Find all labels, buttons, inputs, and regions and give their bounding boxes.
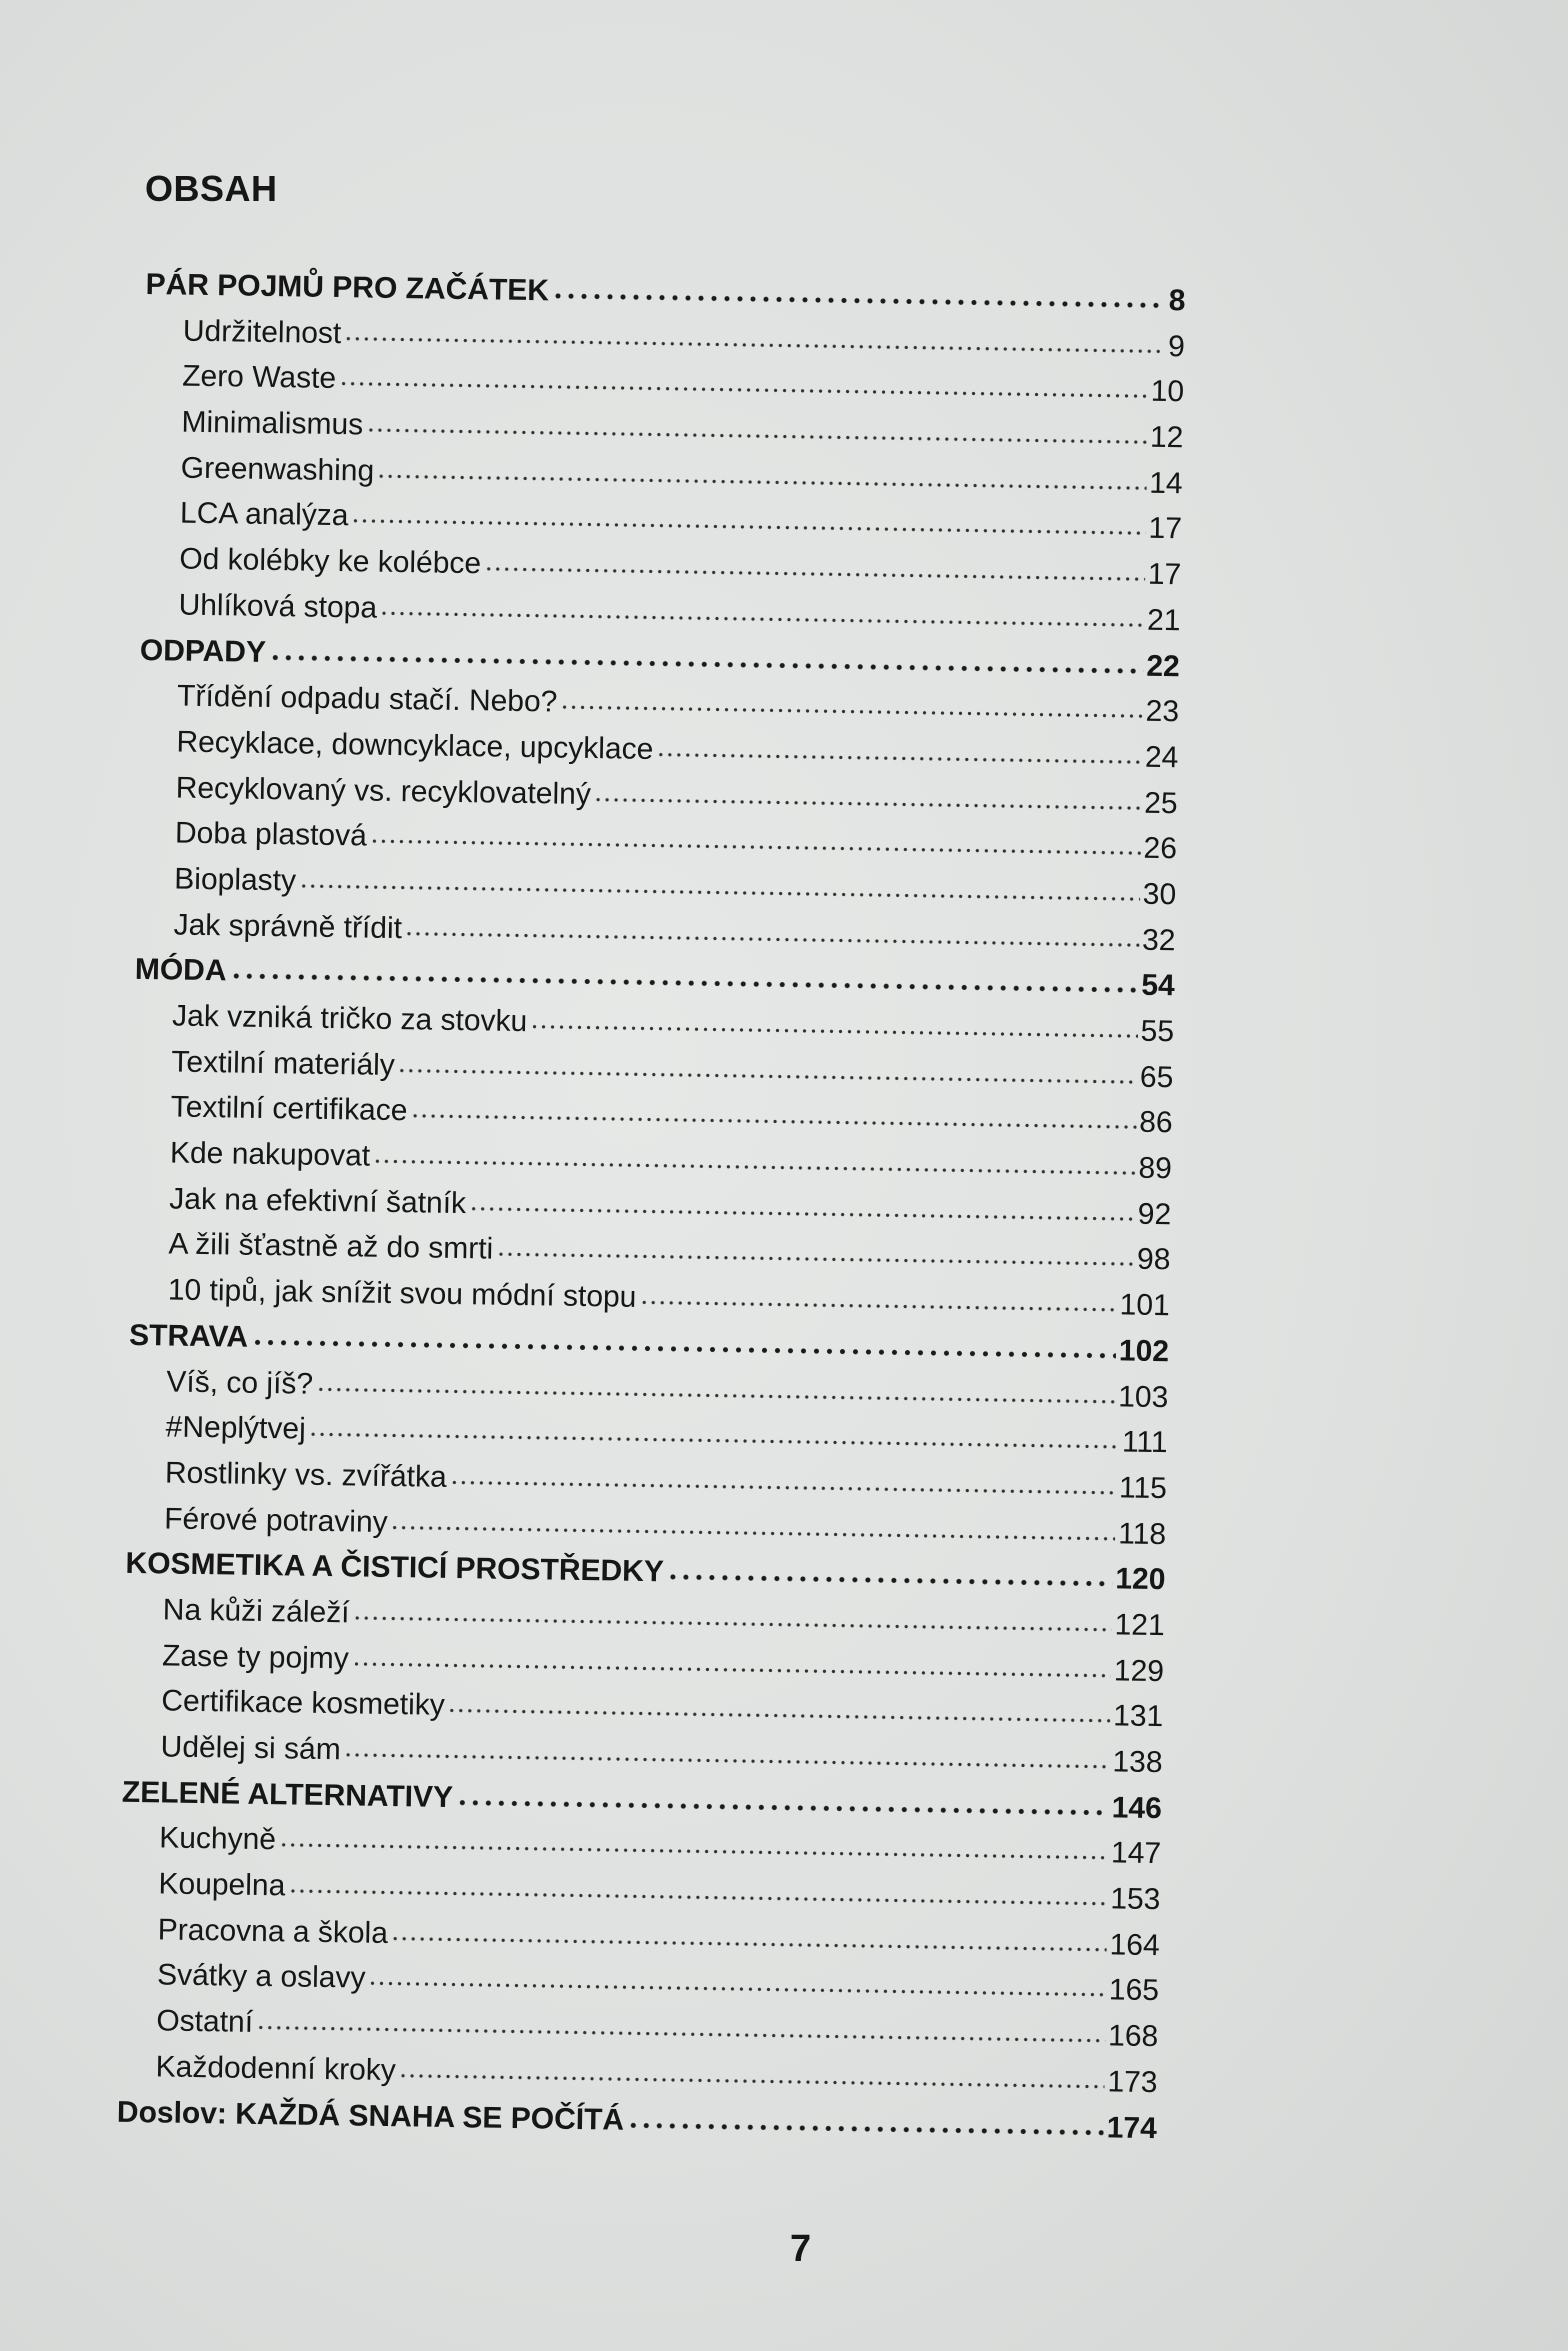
toc-entry-title: Férové potraviny	[164, 1502, 388, 1539]
dot-leader	[398, 1061, 1137, 1087]
dot-leader	[251, 1333, 1116, 1361]
toc-entry-page: 86	[1138, 1106, 1173, 1140]
dot-leader	[344, 329, 1162, 356]
toc-entry-page: 24	[1144, 740, 1179, 775]
dot-leader	[316, 1379, 1115, 1406]
toc-entry-title: Doslov: KAŽDÁ SNAHA SE POČÍTÁ	[116, 2095, 625, 2137]
toc-entry-title: Pracovna a škola	[157, 1913, 389, 1950]
dot-leader	[352, 1608, 1111, 1634]
toc-entry-title: Uhlíková stopa	[178, 588, 378, 625]
dot-leader	[279, 1836, 1108, 1863]
toc-entry-title: Na kůži záleží	[162, 1593, 350, 1630]
page-title: OBSAH	[145, 168, 278, 209]
dot-leader	[288, 1881, 1107, 1908]
dot-leader	[380, 604, 1144, 630]
toc-entry-title: Doba plastová	[174, 816, 368, 853]
toc-entry-title: Třídění odpadu stačí. Nebo?	[176, 679, 558, 719]
toc-entry-page: 32	[1141, 923, 1176, 957]
dot-leader	[344, 1745, 1110, 1771]
toc-entry-title: Rostlinky vs. zvířátka	[164, 1456, 447, 1494]
toc-entry-page: 17	[1148, 512, 1183, 546]
page-number: 7	[790, 2228, 812, 2270]
toc-entry-page: 165	[1108, 1973, 1160, 2008]
dot-leader	[339, 374, 1148, 401]
dot-leader	[656, 745, 1142, 767]
dot-leader	[373, 1152, 1136, 1178]
toc-entry-page: 138	[1112, 1745, 1163, 1780]
toc-entry-title: A žili šťastně až do smrti	[168, 1227, 494, 1267]
toc-entry-page: 65	[1139, 1060, 1174, 1094]
toc-entry-page: 102	[1118, 1334, 1170, 1369]
dot-leader	[469, 1199, 1135, 1223]
dot-leader	[229, 967, 1138, 995]
toc-entry-page: 23	[1145, 694, 1180, 729]
toc-entry-title: ZELENÉ ALTERNATIVY	[121, 1775, 454, 1814]
toc-entry-title: Jak na efektivní šatník	[169, 1182, 467, 1220]
toc-entry-page: 25	[1143, 786, 1178, 820]
dot-leader	[309, 1425, 1119, 1452]
toc-entry-title: Recyklace, downcyklace, upcyklace	[176, 725, 654, 766]
toc-entry-title: Kde nakupovat	[169, 1136, 371, 1173]
toc-entry-title: Greenwashing	[180, 451, 375, 488]
dot-leader	[410, 1107, 1136, 1132]
toc-entry-title: Jak vzniká tričko za stovku	[171, 999, 528, 1039]
dot-leader	[667, 1568, 1113, 1589]
dot-leader	[530, 1017, 1138, 1041]
dot-leader	[484, 559, 1145, 583]
toc-entry-page: 103	[1117, 1379, 1169, 1414]
dot-leader	[352, 1654, 1111, 1680]
toc-entry-page: 10	[1150, 375, 1185, 409]
toc-entry-page: 98	[1136, 1243, 1171, 1277]
toc-entry-title: Od kolébky ke kolébce	[179, 542, 482, 581]
dot-leader	[377, 466, 1146, 492]
toc-entry-page: 146	[1111, 1791, 1163, 1825]
toc-entry-page: 121	[1114, 1608, 1165, 1643]
dot-leader	[299, 876, 1140, 903]
dot-leader	[450, 1473, 1117, 1497]
dot-leader	[399, 2066, 1105, 2091]
toc-entry-page: 174	[1106, 2110, 1158, 2145]
toc-entry-title: LCA analýza	[179, 497, 349, 533]
toc-entry-page: 129	[1113, 1654, 1165, 1688]
toc-entry-page: 147	[1110, 1836, 1162, 1871]
toc-entry-title: Víš, co jíš?	[166, 1364, 314, 1401]
toc-entry-page: 26	[1143, 831, 1178, 866]
dot-leader	[368, 1974, 1106, 2000]
toc-entry-title: STRAVA	[128, 1318, 249, 1354]
toc-entry-title: Bioplasty	[174, 862, 297, 898]
dot-leader	[391, 1929, 1107, 1954]
toc-entry-title: Svátky a oslavy	[156, 1958, 366, 1996]
toc-entry-title: Každodenní kroky	[155, 2050, 397, 2087]
toc-entry-page: 118	[1118, 1516, 1167, 1551]
dot-leader	[370, 832, 1141, 858]
toc-entry-page: 17	[1147, 557, 1182, 592]
toc-entry-title: Zero Waste	[181, 359, 337, 396]
toc-entry-page: 111	[1121, 1425, 1168, 1460]
dot-leader	[405, 924, 1139, 950]
toc-entry-page: 89	[1138, 1151, 1173, 1186]
toc-entry-title: 10 tipů, jak snížit svou módní stopu	[167, 1273, 637, 1314]
toc-entry-title: Kuchyně	[158, 1821, 277, 1857]
dot-leader	[627, 2115, 1104, 2136]
toc-entry-title: Udělej si sám	[160, 1730, 341, 1767]
toc-entry-page: 153	[1110, 1882, 1161, 1917]
toc-entry-title: ODPADY	[139, 633, 267, 669]
toc-entry-page: 120	[1115, 1562, 1166, 1597]
toc-entry-title: #Neplýtvej	[165, 1410, 307, 1446]
toc-entry-title: Udržitelnost	[182, 314, 342, 350]
toc-entry-title: Koupelna	[158, 1867, 286, 1903]
dot-leader	[496, 1245, 1134, 1269]
toc-entry-title: Zase ty pojmy	[161, 1639, 350, 1675]
toc-entry-title: Ostatní	[156, 2004, 254, 2040]
toc-entry-page: 164	[1109, 1928, 1160, 1962]
toc-entry-page: 22	[1146, 649, 1181, 683]
toc-entry-title: Recyklovaný vs. recyklovatelný	[175, 771, 592, 811]
dot-leader	[560, 698, 1143, 721]
toc-entry-page: 101	[1119, 1288, 1170, 1323]
toc-entry-title: Textilní certifikace	[170, 1090, 408, 1128]
toc-entry-title: Minimalismus	[181, 405, 364, 442]
table-of-contents	[117, 262, 1186, 2151]
toc-entry-page: 9	[1167, 329, 1186, 364]
toc-entry-page: 131	[1112, 1699, 1164, 1734]
dot-leader	[269, 647, 1144, 675]
toc-entry-title: Certifikace kosmetiky	[161, 1684, 446, 1723]
toc-entry-page: 30	[1142, 877, 1177, 912]
toc-entry-title: Textilní materiály	[171, 1045, 396, 1082]
toc-entry-page: 115	[1118, 1471, 1168, 1506]
dot-leader	[552, 286, 1163, 310]
toc-entry-page: 8	[1168, 284, 1186, 318]
dot-leader	[366, 421, 1147, 447]
dot-leader	[639, 1293, 1117, 1314]
toc-entry-page: 173	[1107, 2065, 1158, 2099]
toc-entry-page: 21	[1146, 603, 1181, 638]
toc-entry-title: MÓDA	[134, 953, 227, 988]
dot-leader	[448, 1701, 1111, 1725]
toc-entry-page: 92	[1137, 1197, 1172, 1231]
toc-entry-page: 54	[1141, 969, 1176, 1003]
toc-entry-title: KOSMETIKA A ČISTICÍ PROSTŘEDKY	[125, 1547, 665, 1589]
dot-leader	[351, 512, 1145, 538]
dot-leader	[256, 2018, 1105, 2045]
toc-entry-title: Jak správně třídit	[173, 908, 403, 945]
dot-leader	[391, 1518, 1116, 1543]
toc-entry-page: 55	[1140, 1014, 1175, 1049]
toc-entry-page: 168	[1107, 2019, 1159, 2054]
toc-entry-page: 14	[1149, 466, 1183, 501]
toc-entry-title: PÁR POJMŮ PRO ZAČÁTEK	[145, 267, 550, 308]
toc-entry-page: 12	[1149, 420, 1184, 455]
dot-leader	[456, 1793, 1109, 1817]
dot-leader	[594, 790, 1142, 813]
